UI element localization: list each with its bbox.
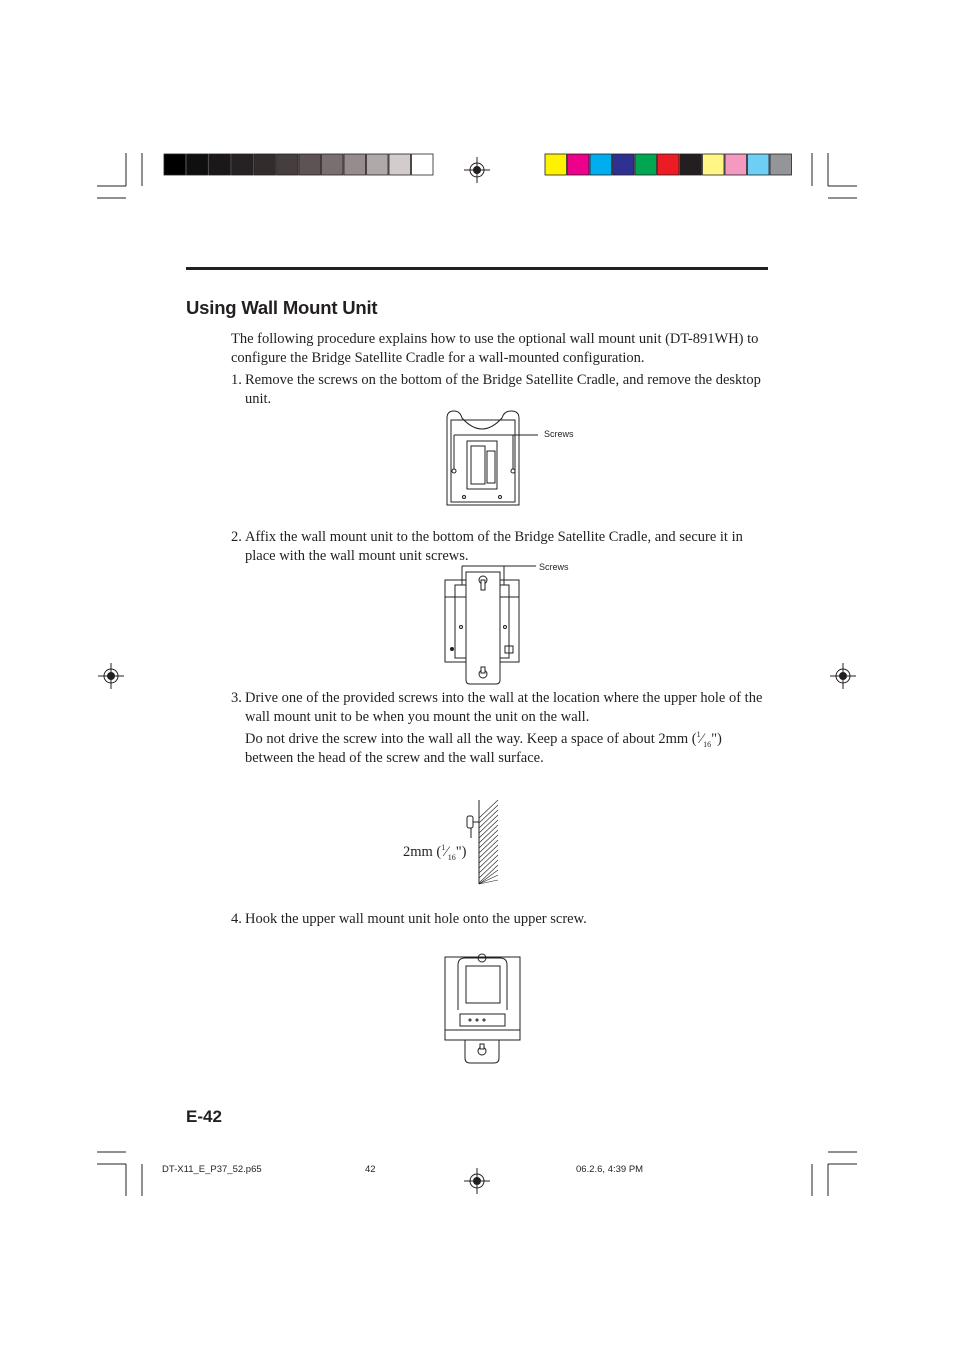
step-3-note-end: ") between the head of the screw and the wall surface. xyxy=(245,731,722,766)
grayBar-swatch xyxy=(389,154,411,175)
figure-cradle-hung xyxy=(445,954,520,1063)
figure-3-fraction-denominator: 16 xyxy=(447,852,456,862)
grayBar-swatch xyxy=(232,154,254,175)
step-3-number: 3. xyxy=(231,690,242,706)
grayBar-swatch xyxy=(254,154,276,175)
step-1-text: Remove the screws on the bottom of the Bridge Satellite Cradle, and remove the desktop unit. xyxy=(245,372,761,407)
grayBar-swatch xyxy=(277,154,299,175)
figure-3-label: 2mm $(^1⁄_{16}")$ xyxy=(403,843,467,862)
step-3-note: Do not drive the screw into the wall all the way. Keep a space of about 2mm $(^1⁄_{16}")$ between the head of the screw and the wall surface. xyxy=(245,730,722,766)
colorBar-swatch xyxy=(613,154,635,175)
heading-rule xyxy=(186,267,768,270)
colorBar-swatch xyxy=(748,154,770,175)
page-number: E-42 xyxy=(186,1107,222,1126)
colorBar-swatch xyxy=(635,154,657,175)
grayBar-swatch xyxy=(299,154,321,175)
step-4-number: 4. xyxy=(231,911,242,927)
footer-page: 42 xyxy=(365,1164,376,1175)
grayBar-swatch xyxy=(322,154,344,175)
fraction-denominator: 16 xyxy=(703,739,712,749)
footer-timestamp: 06.2.6, 4:39 PM xyxy=(576,1164,644,1175)
grayBar-swatch xyxy=(344,154,366,175)
step-1-number: 1. xyxy=(231,372,242,388)
figure-3-label-prefix: 2mm ( xyxy=(403,844,442,860)
registration-target-left xyxy=(98,663,124,689)
figure-cradle-bottom xyxy=(447,411,538,505)
colorBar-swatch xyxy=(725,154,747,175)
colorBar-swatch xyxy=(770,154,792,175)
colorBar-swatch xyxy=(680,154,702,175)
intro-paragraph: The following procedure explains how to use the optional wall mount unit (DT-891WH) to configure the Bridge Satellite Cradle for a wall-mounted configuration. xyxy=(231,331,759,366)
colorBar-swatch xyxy=(658,154,680,175)
grayBar-swatch xyxy=(187,154,209,175)
grayBar-swatch xyxy=(412,154,434,175)
colorBar-swatch xyxy=(703,154,725,175)
step-2-text: Affix the wall mount unit to the bottom of the Bridge Satellite Cradle, and secure it in place with the wall mount unit screws. xyxy=(245,529,743,564)
fraction-numerator: 1 xyxy=(696,730,701,740)
figure-3-fraction-numerator: 1 xyxy=(441,843,446,853)
page-title: Using Wall Mount Unit xyxy=(186,297,378,318)
figure-2-label: Screws xyxy=(539,562,569,572)
registration-target-bottom xyxy=(464,1168,490,1194)
footer-file: DT-X11_E_P37_52.p65 xyxy=(162,1164,262,1175)
process-color-bar xyxy=(545,154,792,175)
figure-3-label-suffix: ") xyxy=(455,844,467,860)
grayBar-swatch xyxy=(209,154,231,175)
step-3-text: Drive one of the provided screws into the wall at the location where the upper hole of the wall mount unit to be when you mount the unit on the wall. xyxy=(245,690,763,725)
colorBar-swatch xyxy=(590,154,612,175)
registration-target-top xyxy=(464,157,490,183)
grayscale-color-bar xyxy=(164,154,433,175)
figure-1-label: Screws xyxy=(544,429,574,439)
step-2-number: 2. xyxy=(231,529,242,545)
colorBar-swatch xyxy=(545,154,567,175)
step-3-note-start: Do not drive the screw into the wall all the way. Keep a space of about 2mm ( xyxy=(245,731,697,747)
registration-target-right xyxy=(830,663,856,689)
colorBar-swatch xyxy=(568,154,590,175)
grayBar-swatch xyxy=(367,154,389,175)
figure-screw-in-wall xyxy=(467,800,498,884)
figure-wall-mount-attached xyxy=(445,566,536,684)
grayBar-swatch xyxy=(164,154,186,175)
step-4-text: Hook the upper wall mount unit hole onto the upper screw. xyxy=(245,911,587,927)
